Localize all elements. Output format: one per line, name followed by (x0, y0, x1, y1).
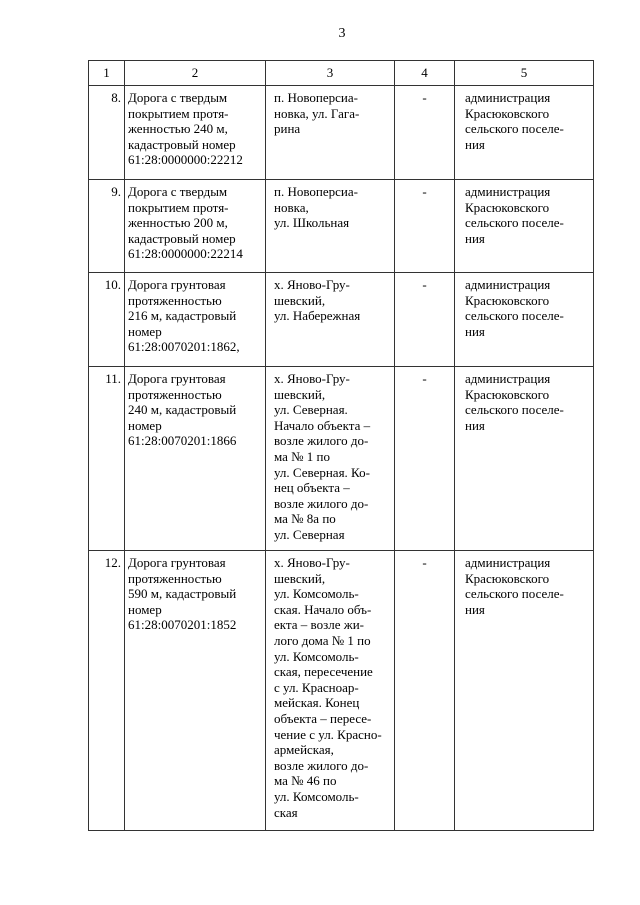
text-line: покрытием протя- (128, 199, 229, 215)
text-line: покрытием протя- (128, 105, 229, 121)
text-line: п. Новоперсиа- (274, 90, 358, 105)
text-line: номер (128, 323, 162, 339)
text-line: возле жилого до- (274, 433, 369, 449)
text-line: чение с ул. Красно- (274, 726, 382, 742)
text-line: ул. Набережная (274, 308, 361, 324)
text-line: протяженностью (128, 292, 222, 308)
text-line: Начало объекта – (274, 417, 371, 433)
text-line: рина (274, 121, 301, 137)
text-line: Красюковского (465, 570, 550, 586)
road-location (266, 180, 395, 273)
text-line: 61:28:0070201:1852 (128, 617, 237, 633)
table-row (89, 180, 594, 273)
text-line: Красюковского (465, 105, 550, 121)
text-line: х. Яново-Гру- (274, 555, 350, 570)
road-owner (455, 86, 594, 180)
text-line: ния (465, 230, 485, 246)
text-line: новка, (274, 199, 309, 215)
text-line: Красюковского (465, 292, 550, 308)
text-line: кадастровый номер (128, 230, 236, 246)
text-line: объекта – пересе- (274, 710, 372, 726)
road-owner (455, 273, 594, 367)
road-owner (455, 180, 594, 273)
text-line: женностью 240 м, (128, 121, 228, 137)
text-line: 61:28:0070201:1866 (128, 433, 237, 449)
text-line: ния (465, 323, 485, 339)
text-line: 61:28:0000000:22212 (128, 152, 243, 168)
text-line: ул. Комсомоль- (274, 788, 359, 804)
text-line: Дорога грунтовая (128, 371, 226, 386)
text-line: шевский, (274, 570, 326, 586)
row-number: 10. (89, 273, 125, 367)
table-row (89, 367, 594, 551)
road-owner (455, 551, 594, 831)
header-cell-1: 1 (89, 61, 125, 86)
road-description (125, 367, 266, 551)
text-line: ния (465, 601, 485, 617)
road-description (125, 180, 266, 273)
text-line: ул. Школьная (274, 215, 350, 231)
text-line: екта – возле жи- (274, 617, 364, 633)
text-line: Дорога грунтовая (128, 277, 226, 292)
text-line: администрация (465, 90, 551, 105)
road-location (266, 367, 395, 551)
column-4-value: - (395, 86, 455, 180)
text-line: Красюковского (465, 199, 550, 215)
row-number: 12. (89, 551, 125, 831)
text-line: протяженностью (128, 570, 222, 586)
text-line: администрация (465, 277, 551, 292)
text-line: ская (274, 804, 298, 820)
text-line: ская. Начало объ- (274, 601, 372, 617)
header-row (89, 61, 594, 86)
text-line: кадастровый номер (128, 136, 236, 152)
text-line: ма № 1 по (274, 448, 331, 464)
text-line: ма № 46 по (274, 773, 337, 789)
road-location (266, 273, 395, 367)
row-number: 8. (89, 86, 125, 180)
header-cell-5: 5 (455, 61, 594, 86)
text-line: сельского поселе- (465, 215, 564, 231)
column-4-value: - (395, 273, 455, 367)
table-row (89, 86, 594, 180)
text-line: Дорога с твердым (128, 90, 228, 105)
text-line: возле жилого до- (274, 495, 369, 511)
text-line: ния (465, 417, 485, 433)
text-line: ния (465, 136, 485, 152)
text-line: сельского поселе- (465, 586, 564, 602)
road-owner (455, 367, 594, 551)
text-line: ул. Комсомоль- (274, 648, 359, 664)
column-4-value: - (395, 367, 455, 551)
text-line: шевский, (274, 386, 326, 402)
text-line: 61:28:0000000:22214 (128, 246, 243, 262)
text-line: 590 м, кадастровый (128, 586, 237, 602)
text-line: администрация (465, 184, 551, 199)
header-cell-2: 2 (125, 61, 266, 86)
text-line: новка, ул. Гага- (274, 105, 360, 121)
text-line: х. Яново-Гру- (274, 371, 350, 386)
text-line: ул. Комсомоль- (274, 586, 359, 602)
header-cell-3: 3 (266, 61, 395, 86)
text-line: х. Яново-Гру- (274, 277, 350, 292)
text-line: сельского поселе- (465, 308, 564, 324)
text-line: шевский, (274, 292, 326, 308)
row-number: 9. (89, 180, 125, 273)
text-line: ул. Северная. (274, 402, 348, 418)
table-row (89, 551, 594, 831)
text-line: администрация (465, 555, 551, 570)
text-line: ул. Северная (274, 526, 345, 542)
text-line: нец объекта – (274, 480, 350, 496)
road-location (266, 551, 395, 831)
text-line: протяженностью (128, 386, 222, 402)
text-line: 216 м, кадастровый (128, 308, 237, 324)
text-line: ул. Северная. Ко- (274, 464, 370, 480)
column-4-value: - (395, 551, 455, 831)
text-line: мейская. Конец (274, 695, 360, 711)
text-line: Красюковского (465, 386, 550, 402)
text-line: ма № 8а по (274, 511, 336, 527)
road-location (266, 86, 395, 180)
text-line: сельского поселе- (465, 121, 564, 137)
text-line: администрация (465, 371, 551, 386)
text-line: Дорога грунтовая (128, 555, 226, 570)
text-line: сельского поселе- (465, 402, 564, 418)
text-line: номер (128, 601, 162, 617)
header-cell-4: 4 (395, 61, 455, 86)
text-line: п. Новоперсиа- (274, 184, 358, 199)
text-line: ская, пересечение (274, 664, 373, 680)
road-description (125, 551, 266, 831)
text-line: 240 м, кадастровый (128, 402, 237, 418)
text-line: армейская, (274, 742, 334, 758)
text-line: Дорога с твердым (128, 184, 228, 199)
text-line: возле жилого до- (274, 757, 369, 773)
table-row (89, 273, 594, 367)
text-line: лого дома № 1 по (274, 632, 371, 648)
column-4-value: - (395, 180, 455, 273)
row-number: 11. (89, 367, 125, 551)
road-description (125, 86, 266, 180)
text-line: номер (128, 417, 162, 433)
text-line: 61:28:0070201:1862, (128, 339, 240, 355)
page-number: 3 (338, 26, 346, 41)
registry-table (88, 60, 594, 831)
road-description (125, 273, 266, 367)
text-line: женностью 200 м, (128, 215, 228, 231)
text-line: с ул. Красноар- (274, 679, 359, 695)
